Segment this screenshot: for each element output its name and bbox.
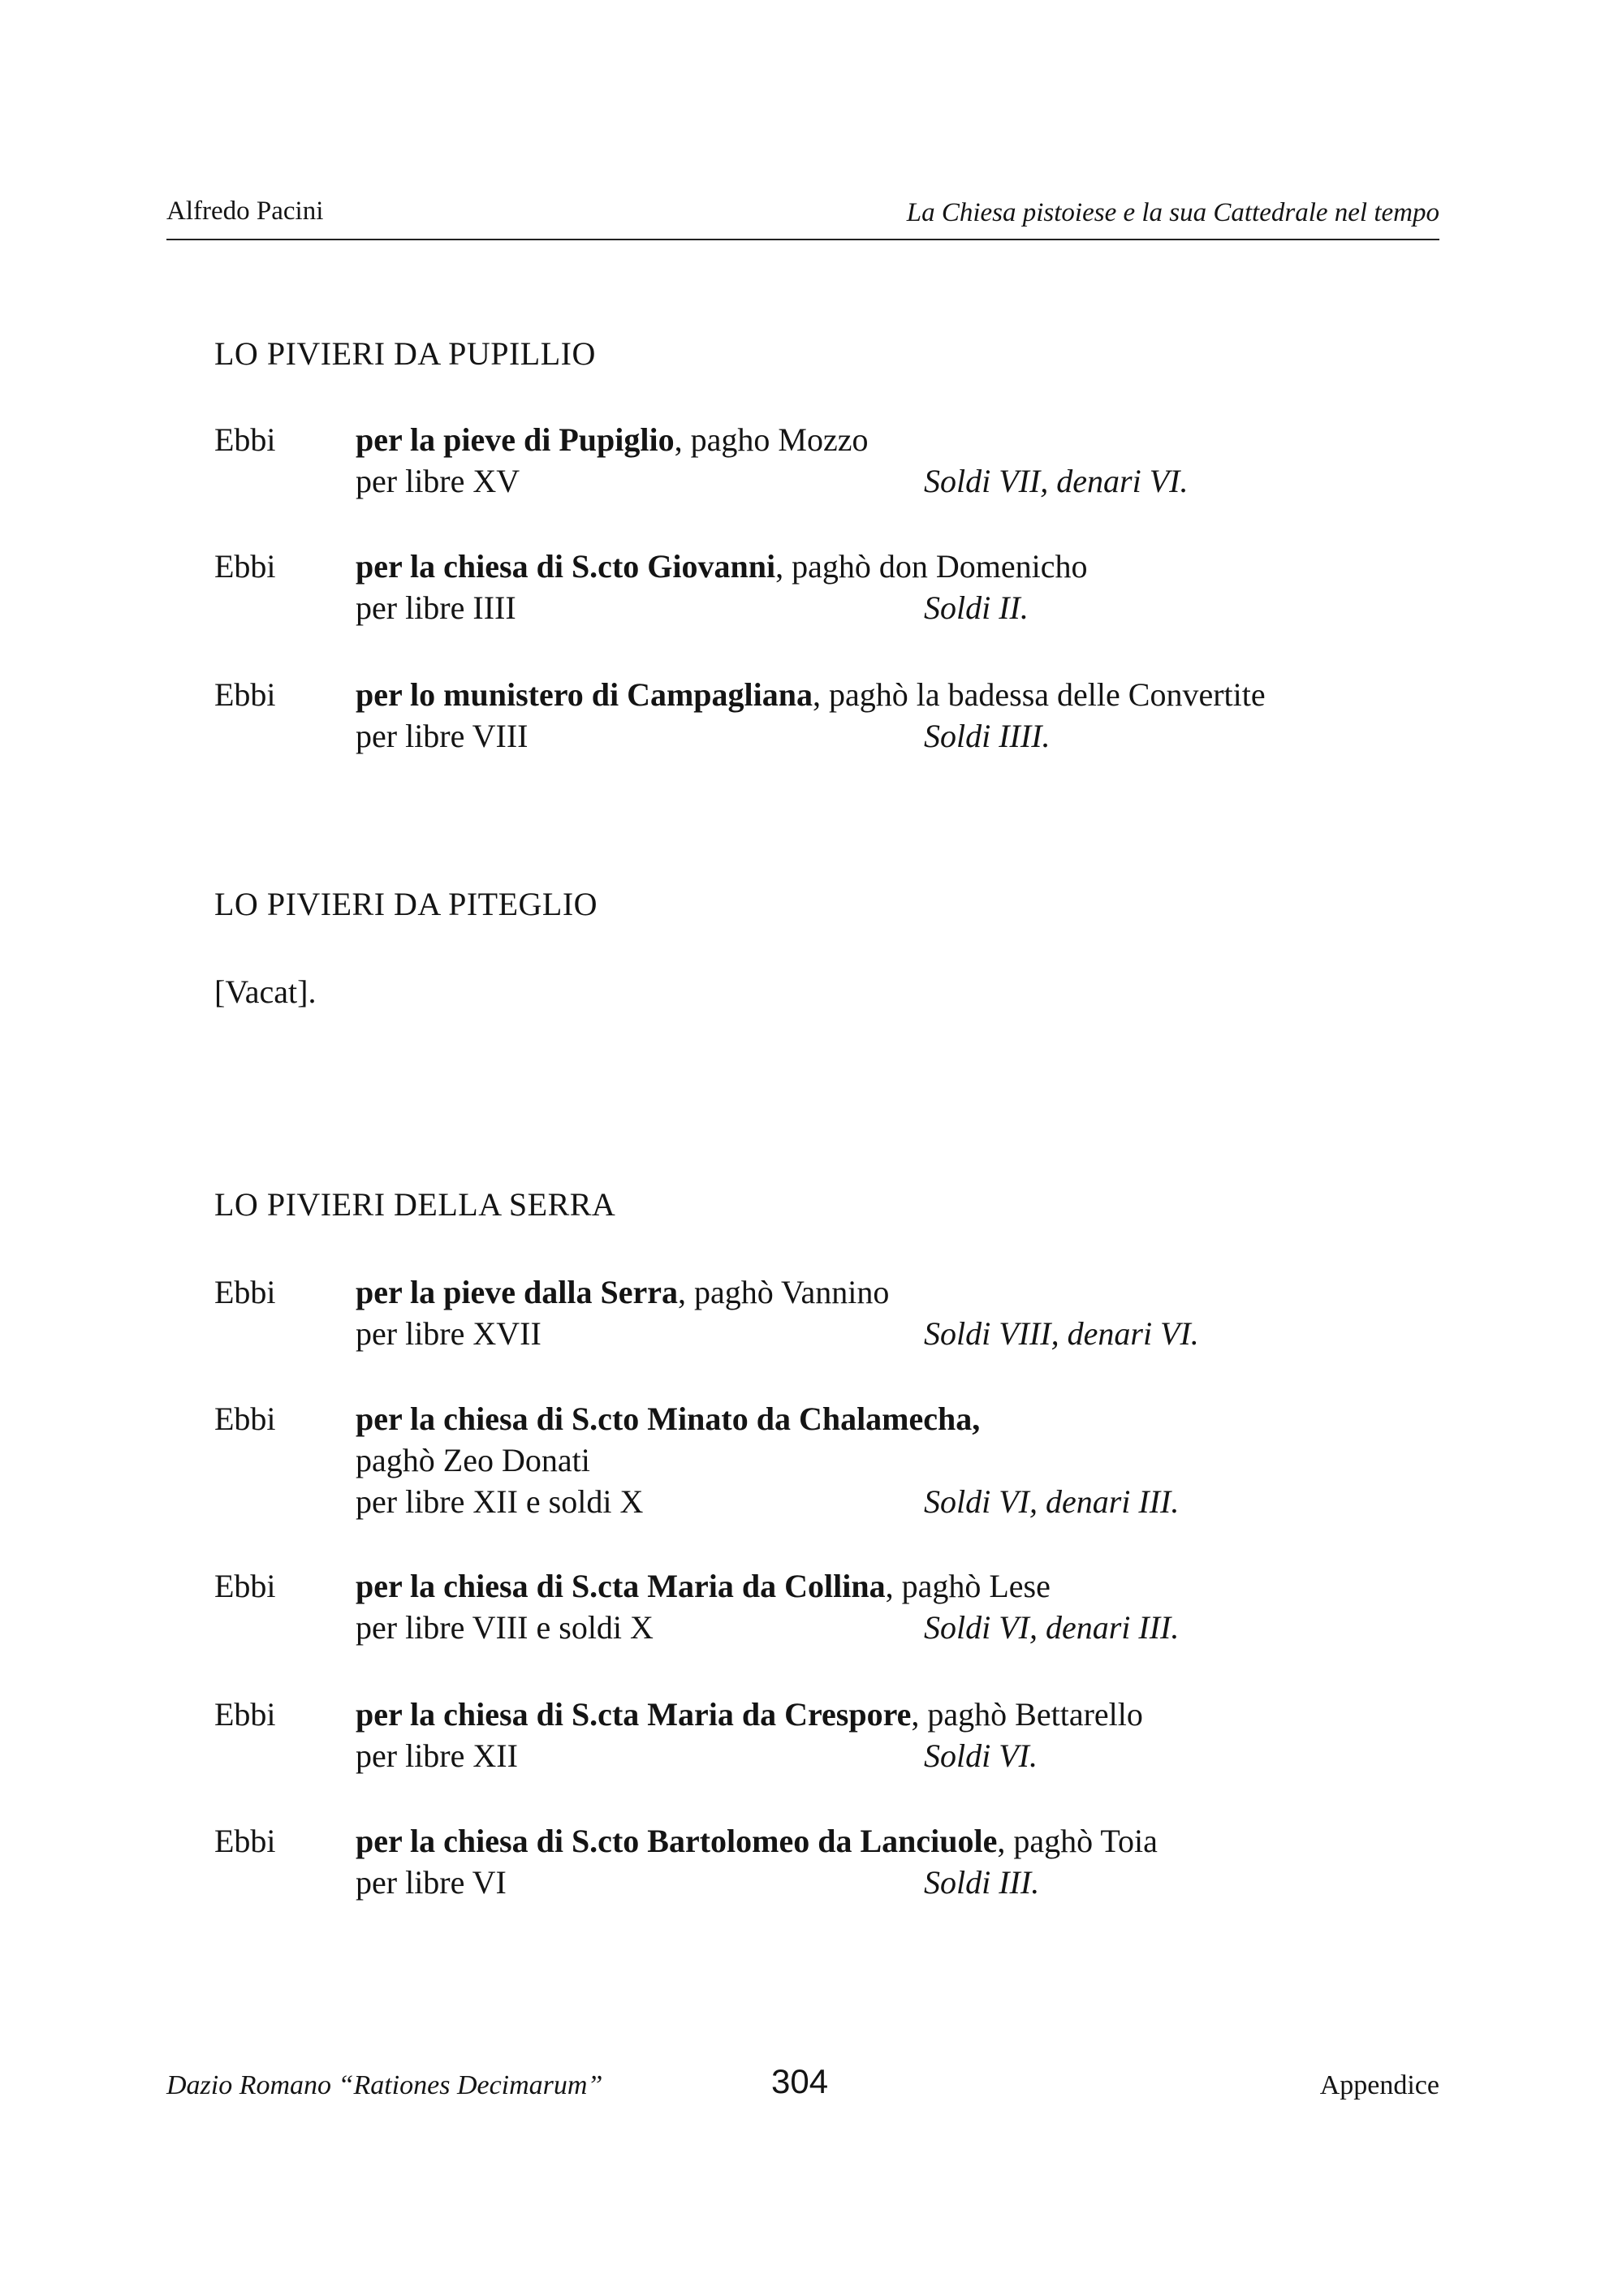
- section-title-pupillio: LO PIVIERI DA PUPILLIO: [214, 335, 596, 372]
- entry-ebbi: Ebbi: [214, 1400, 276, 1437]
- entry-soldi: Soldi VII, denari VI.: [924, 463, 1189, 499]
- entry-payer: , pagho Mozzo: [674, 421, 869, 458]
- entry-ebbi: Ebbi: [214, 1696, 276, 1733]
- header-author: Alfredo Pacini: [166, 196, 324, 226]
- entry-church: per lo munistero di Campagliana: [356, 676, 813, 713]
- entry-soldi: Soldi VI.: [924, 1737, 1038, 1774]
- entry-payer: , paghò Bettarello: [911, 1696, 1143, 1733]
- entry-libre: per libre VIII: [356, 718, 529, 754]
- entry-soldi: Soldi III.: [924, 1864, 1040, 1901]
- vacat-note: [Vacat].: [214, 973, 317, 1010]
- entry-soldi: Soldi VI, denari III.: [924, 1609, 1180, 1646]
- running-footer: [166, 2062, 1439, 2111]
- entry-ebbi: Ebbi: [214, 1823, 276, 1859]
- entry-libre: per libre VI: [356, 1864, 507, 1901]
- entry-payer: , paghò Vannino: [678, 1274, 890, 1310]
- entry-libre: per libre VIII e soldi X: [356, 1609, 654, 1646]
- entry-payer-line: paghò Zeo Donati: [356, 1442, 590, 1478]
- entry-church: per la chiesa di S.cto Bartolomeo da Lanciuole: [356, 1823, 998, 1859]
- entry-libre: per libre XVII: [356, 1315, 541, 1352]
- page-number: 304: [771, 2062, 829, 2100]
- entry-ebbi: Ebbi: [214, 1568, 276, 1604]
- entry-soldi: Soldi IIII.: [924, 718, 1051, 754]
- entry-payer: , paghò Lese: [885, 1568, 1051, 1604]
- entry-ebbi: Ebbi: [214, 676, 276, 713]
- entry-libre: per libre XII e soldi X: [356, 1483, 644, 1520]
- entry-soldi: Soldi VI, denari III.: [924, 1483, 1180, 1520]
- entry-ebbi: Ebbi: [214, 548, 276, 585]
- entry-libre: per libre IIII: [356, 589, 516, 626]
- entry-church: per la chiesa di S.cto Giovanni: [356, 548, 776, 585]
- footer-section: Appendice: [1319, 2070, 1439, 2100]
- entry-soldi: Soldi II.: [924, 589, 1029, 626]
- entry-church: per la chiesa di S.cta Maria da Crespore: [356, 1696, 912, 1733]
- footer-series: Dazio Romano “Rationes Decimarum”: [166, 2070, 603, 2100]
- entry-payer: , paghò Toia: [997, 1823, 1158, 1859]
- entry-libre: per libre XII: [356, 1737, 518, 1774]
- entry-church: per la pieve dalla Serra: [356, 1274, 678, 1310]
- entry-church: per la pieve di Pupiglio: [356, 421, 675, 458]
- entry-ebbi: Ebbi: [214, 421, 276, 458]
- entry-soldi: Soldi VIII, denari VI.: [924, 1315, 1199, 1352]
- running-header: [166, 193, 1439, 240]
- header-book-title: La Chiesa pistoiese e la sua Cattedrale nel tempo: [906, 198, 1439, 227]
- entry-ebbi: Ebbi: [214, 1274, 276, 1310]
- entry-libre: per libre XV: [356, 463, 520, 499]
- entry-payer: , paghò don Domenicho: [775, 548, 1088, 585]
- entry-payer: , paghò la badessa delle Convertite: [813, 676, 1266, 713]
- entry-church: per la chiesa di S.cta Maria da Collina: [356, 1568, 886, 1604]
- entry-church: per la chiesa di S.cto Minato da Chalamecha,: [356, 1400, 981, 1437]
- section-title-piteglio: LO PIVIERI DA PITEGLIO: [214, 886, 598, 922]
- section-title-serra: LO PIVIERI DELLA SERRA: [214, 1186, 616, 1223]
